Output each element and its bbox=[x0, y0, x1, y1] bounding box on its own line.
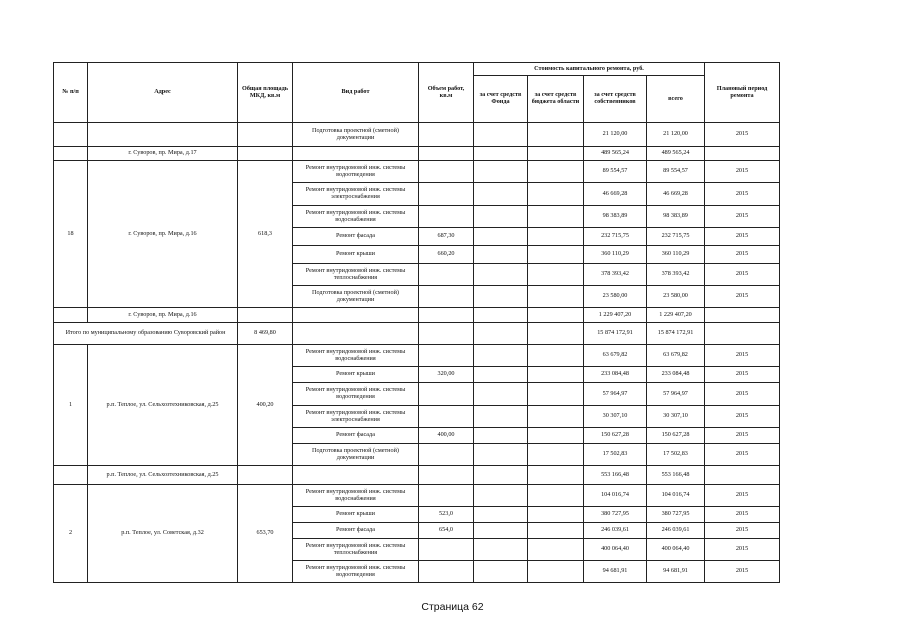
address-cell: р.п. Теплое, ул. Сельхозтехниковская, д.25 bbox=[88, 345, 238, 466]
owners-cost-cell: 30 307,10 bbox=[584, 406, 647, 428]
work-type-cell: Подготовка проектной (сметной) документации bbox=[293, 123, 419, 147]
area-cell: 400,20 bbox=[238, 345, 293, 466]
empty-cell bbox=[528, 523, 584, 539]
subtotal-label: р.п. Теплое, ул. Сельхозтехниковская, д.25 bbox=[88, 466, 238, 485]
header-volume: Объем работ, кв.м bbox=[419, 63, 474, 123]
empty-cell bbox=[528, 444, 584, 466]
owners-cost-cell: 94 681,91 bbox=[584, 561, 647, 583]
volume-cell bbox=[419, 539, 474, 561]
work-type-cell: Ремонт внутридомовой инж. системы водоотведения bbox=[293, 161, 419, 183]
work-row bbox=[54, 161, 780, 183]
work-type-cell: Ремонт внутридомовой инж. системы водоотведения bbox=[293, 383, 419, 406]
empty-cell bbox=[474, 323, 528, 345]
owners-cost-cell: 104 016,74 bbox=[584, 485, 647, 507]
address-cell: г. Суворов, пр. Мира, д.16 bbox=[88, 161, 238, 308]
empty-cell bbox=[705, 308, 780, 323]
area-cell: 618,3 bbox=[238, 161, 293, 308]
volume-cell bbox=[419, 183, 474, 206]
subtotal-label: г. Суворов, пр. Мира, д.17 bbox=[88, 147, 238, 161]
empty-cell bbox=[293, 147, 419, 161]
empty-cell bbox=[474, 286, 528, 308]
subtotal-total: 489 565,24 bbox=[647, 147, 705, 161]
total-cost-cell: 98 383,89 bbox=[647, 206, 705, 228]
volume-cell: 654,0 bbox=[419, 523, 474, 539]
empty-cell bbox=[528, 345, 584, 367]
owners-cost-cell: 63 679,82 bbox=[584, 345, 647, 367]
empty-cell bbox=[54, 308, 88, 323]
empty-cell bbox=[474, 485, 528, 507]
empty-cell bbox=[474, 183, 528, 206]
header-work-type: Вид работ bbox=[293, 63, 419, 123]
header-region-budget: за счет средств бюджета области bbox=[528, 76, 584, 123]
header-area: Общая площадь МКД, кв.м bbox=[238, 63, 293, 123]
empty-cell bbox=[54, 147, 88, 161]
header-address: Адрес bbox=[88, 63, 238, 123]
volume-cell bbox=[419, 286, 474, 308]
total-cost-cell: 17 502,83 bbox=[647, 444, 705, 466]
period-cell: 2015 bbox=[705, 183, 780, 206]
district-total-label: Итого по муниципальному образованию Суворовский район bbox=[54, 323, 238, 345]
empty-cell bbox=[88, 123, 238, 147]
subtotal-owners: 553 166,48 bbox=[584, 466, 647, 485]
period-cell: 2015 bbox=[705, 264, 780, 286]
volume-cell bbox=[419, 444, 474, 466]
empty-cell bbox=[293, 323, 419, 345]
subtotal-owners: 1 229 407,20 bbox=[584, 308, 647, 323]
volume-cell bbox=[419, 383, 474, 406]
header-period: Плановый период ремонта bbox=[705, 63, 780, 123]
empty-cell bbox=[474, 246, 528, 264]
total-cost-cell: 23 580,00 bbox=[647, 286, 705, 308]
work-type-cell: Ремонт крыши bbox=[293, 507, 419, 523]
empty-cell bbox=[474, 228, 528, 246]
work-type-cell: Подготовка проектной (сметной) документации bbox=[293, 444, 419, 466]
empty-cell bbox=[528, 507, 584, 523]
period-cell: 2015 bbox=[705, 428, 780, 444]
total-cost-cell: 30 307,10 bbox=[647, 406, 705, 428]
owners-cost-cell: 21 120,00 bbox=[584, 123, 647, 147]
row-number: 2 bbox=[54, 485, 88, 583]
repair-cost-table bbox=[53, 62, 780, 583]
empty-cell bbox=[528, 183, 584, 206]
empty-cell bbox=[474, 428, 528, 444]
period-cell: 2015 bbox=[705, 345, 780, 367]
empty-cell bbox=[528, 228, 584, 246]
empty-cell bbox=[474, 444, 528, 466]
district-total-owners: 15 874 172,91 bbox=[584, 323, 647, 345]
total-cost-cell: 104 016,74 bbox=[647, 485, 705, 507]
district-total-row bbox=[54, 323, 780, 345]
total-cost-cell: 94 681,91 bbox=[647, 561, 705, 583]
owners-cost-cell: 98 383,89 bbox=[584, 206, 647, 228]
empty-cell bbox=[474, 383, 528, 406]
work-type-cell: Ремонт внутридомовой инж. системы теплоснабжения bbox=[293, 539, 419, 561]
total-cost-cell: 400 064,40 bbox=[647, 539, 705, 561]
total-cost-cell: 360 110,29 bbox=[647, 246, 705, 264]
work-row bbox=[54, 123, 780, 147]
empty-cell bbox=[528, 206, 584, 228]
empty-cell bbox=[528, 123, 584, 147]
empty-cell bbox=[528, 485, 584, 507]
volume-cell: 523,0 bbox=[419, 507, 474, 523]
owners-cost-cell: 400 064,40 bbox=[584, 539, 647, 561]
empty-cell bbox=[474, 147, 528, 161]
empty-cell bbox=[528, 561, 584, 583]
empty-cell bbox=[528, 147, 584, 161]
empty-cell bbox=[474, 264, 528, 286]
subtotal-row bbox=[54, 466, 780, 485]
empty-cell bbox=[528, 286, 584, 308]
total-cost-cell: 380 727,95 bbox=[647, 507, 705, 523]
district-total-total: 15 874 172,91 bbox=[647, 323, 705, 345]
empty-cell bbox=[54, 123, 88, 147]
total-cost-cell: 233 084,48 bbox=[647, 367, 705, 383]
area-cell: 653,70 bbox=[238, 485, 293, 583]
empty-cell bbox=[474, 561, 528, 583]
empty-cell bbox=[54, 466, 88, 485]
empty-cell bbox=[474, 507, 528, 523]
volume-cell bbox=[419, 123, 474, 147]
empty-cell bbox=[474, 206, 528, 228]
total-cost-cell: 46 669,28 bbox=[647, 183, 705, 206]
total-cost-cell: 150 627,28 bbox=[647, 428, 705, 444]
total-cost-cell: 232 715,75 bbox=[647, 228, 705, 246]
row-number: 1 bbox=[54, 345, 88, 466]
empty-cell bbox=[528, 161, 584, 183]
owners-cost-cell: 233 084,48 bbox=[584, 367, 647, 383]
total-cost-cell: 378 393,42 bbox=[647, 264, 705, 286]
empty-cell bbox=[528, 308, 584, 323]
empty-cell bbox=[528, 367, 584, 383]
empty-cell bbox=[419, 466, 474, 485]
work-type-cell: Ремонт крыши bbox=[293, 367, 419, 383]
period-cell: 2015 bbox=[705, 367, 780, 383]
owners-cost-cell: 150 627,28 bbox=[584, 428, 647, 444]
empty-cell bbox=[705, 466, 780, 485]
empty-cell bbox=[238, 466, 293, 485]
period-cell: 2015 bbox=[705, 406, 780, 428]
period-cell: 2015 bbox=[705, 206, 780, 228]
subtotal-owners: 489 565,24 bbox=[584, 147, 647, 161]
address-cell: р.п. Теплое, ул. Советская, д.32 bbox=[88, 485, 238, 583]
subtotal-total: 1 229 407,20 bbox=[647, 308, 705, 323]
period-cell: 2015 bbox=[705, 246, 780, 264]
empty-cell bbox=[293, 308, 419, 323]
total-cost-cell: 89 554,57 bbox=[647, 161, 705, 183]
work-type-cell: Подготовка проектной (сметной) документации bbox=[293, 286, 419, 308]
empty-cell bbox=[238, 308, 293, 323]
work-type-cell: Ремонт внутридомовой инж. системы электроснабжения bbox=[293, 406, 419, 428]
volume-cell bbox=[419, 206, 474, 228]
period-cell: 2015 bbox=[705, 539, 780, 561]
volume-cell bbox=[419, 345, 474, 367]
empty-cell bbox=[474, 523, 528, 539]
period-cell: 2015 bbox=[705, 286, 780, 308]
period-cell: 2015 bbox=[705, 561, 780, 583]
empty-cell bbox=[474, 539, 528, 561]
volume-cell bbox=[419, 264, 474, 286]
period-cell: 2015 bbox=[705, 161, 780, 183]
work-type-cell: Ремонт внутридомовой инж. системы водоснабжения bbox=[293, 206, 419, 228]
owners-cost-cell: 232 715,75 bbox=[584, 228, 647, 246]
volume-cell bbox=[419, 406, 474, 428]
work-type-cell: Ремонт крыши bbox=[293, 246, 419, 264]
owners-cost-cell: 378 393,42 bbox=[584, 264, 647, 286]
owners-cost-cell: 89 554,57 bbox=[584, 161, 647, 183]
subtotal-row bbox=[54, 308, 780, 323]
period-cell: 2015 bbox=[705, 444, 780, 466]
empty-cell bbox=[528, 323, 584, 345]
empty-cell bbox=[238, 147, 293, 161]
owners-cost-cell: 380 727,95 bbox=[584, 507, 647, 523]
period-cell: 2015 bbox=[705, 123, 780, 147]
work-type-cell: Ремонт фасада bbox=[293, 523, 419, 539]
empty-cell bbox=[474, 466, 528, 485]
empty-cell bbox=[528, 383, 584, 406]
header-num: № п/п bbox=[54, 63, 88, 123]
volume-cell: 320,00 bbox=[419, 367, 474, 383]
owners-cost-cell: 46 669,28 bbox=[584, 183, 647, 206]
work-row bbox=[54, 485, 780, 507]
work-type-cell: Ремонт внутридомовой инж. системы водоснабжения bbox=[293, 345, 419, 367]
subtotal-label: г. Суворов, пр. Мира, д.16 bbox=[88, 308, 238, 323]
owners-cost-cell: 57 964,97 bbox=[584, 383, 647, 406]
period-cell: 2015 bbox=[705, 485, 780, 507]
empty-cell bbox=[705, 147, 780, 161]
work-type-cell: Ремонт внутридомовой инж. системы электроснабжения bbox=[293, 183, 419, 206]
work-type-cell: Ремонт фасада bbox=[293, 228, 419, 246]
total-cost-cell: 57 964,97 bbox=[647, 383, 705, 406]
total-cost-cell: 246 039,61 bbox=[647, 523, 705, 539]
empty-cell bbox=[419, 308, 474, 323]
empty-cell bbox=[705, 323, 780, 345]
empty-cell bbox=[474, 123, 528, 147]
empty-cell bbox=[474, 406, 528, 428]
empty-cell bbox=[528, 466, 584, 485]
owners-cost-cell: 246 039,61 bbox=[584, 523, 647, 539]
owners-cost-cell: 360 110,29 bbox=[584, 246, 647, 264]
owners-cost-cell: 17 502,83 bbox=[584, 444, 647, 466]
period-cell: 2015 bbox=[705, 507, 780, 523]
empty-cell bbox=[474, 308, 528, 323]
table-body bbox=[54, 123, 780, 583]
page-number: Страница 62 bbox=[421, 601, 484, 613]
period-cell: 2015 bbox=[705, 228, 780, 246]
district-total-area: 8 469,80 bbox=[238, 323, 293, 345]
empty-cell bbox=[419, 323, 474, 345]
header-total: всего bbox=[647, 76, 705, 123]
empty-cell bbox=[238, 123, 293, 147]
subtotal-total: 553 166,48 bbox=[647, 466, 705, 485]
period-cell: 2015 bbox=[705, 383, 780, 406]
subtotal-row bbox=[54, 147, 780, 161]
empty-cell bbox=[474, 367, 528, 383]
work-type-cell: Ремонт фасада bbox=[293, 428, 419, 444]
empty-cell bbox=[528, 406, 584, 428]
volume-cell bbox=[419, 485, 474, 507]
empty-cell bbox=[528, 264, 584, 286]
header-cost-group: Стоимость капитального ремонта, руб. bbox=[474, 63, 705, 76]
header-fund: за счет средств Фонда bbox=[474, 76, 528, 123]
total-cost-cell: 21 120,00 bbox=[647, 123, 705, 147]
empty-cell bbox=[528, 428, 584, 444]
header-owners: за счет средств собственников bbox=[584, 76, 647, 123]
period-cell: 2015 bbox=[705, 523, 780, 539]
empty-cell bbox=[528, 539, 584, 561]
work-type-cell: Ремонт внутридомовой инж. системы теплоснабжения bbox=[293, 264, 419, 286]
work-type-cell: Ремонт внутридомовой инж. системы водоснабжения bbox=[293, 485, 419, 507]
empty-cell bbox=[474, 161, 528, 183]
work-type-cell: Ремонт внутридомовой инж. системы водоотведения bbox=[293, 561, 419, 583]
volume-cell: 400,00 bbox=[419, 428, 474, 444]
empty-cell bbox=[474, 345, 528, 367]
total-cost-cell: 63 679,82 bbox=[647, 345, 705, 367]
row-number: 18 bbox=[54, 161, 88, 308]
volume-cell bbox=[419, 561, 474, 583]
volume-cell: 660,20 bbox=[419, 246, 474, 264]
volume-cell: 687,30 bbox=[419, 228, 474, 246]
volume-cell bbox=[419, 161, 474, 183]
work-row bbox=[54, 345, 780, 367]
owners-cost-cell: 23 580,00 bbox=[584, 286, 647, 308]
empty-cell bbox=[419, 147, 474, 161]
empty-cell bbox=[293, 466, 419, 485]
empty-cell bbox=[528, 246, 584, 264]
